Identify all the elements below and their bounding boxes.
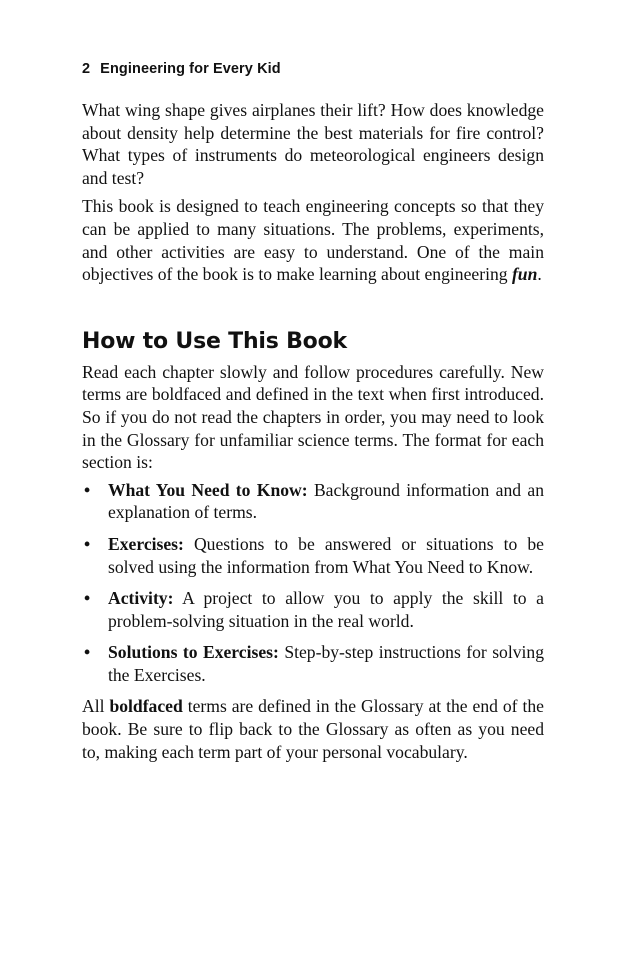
list-item bbox=[82, 587, 544, 632]
intro-paragraph-1: What wing shape gives airplanes their lift? How does knowledge about density help determine the best materials for fire control? What types of instruments do meteorological engineers design and test? bbox=[82, 100, 544, 188]
list-item-text: A project to allow you to apply the skill to a problem-solving situation in the real world. bbox=[108, 588, 544, 631]
list-item-term: Solutions to Exercises: bbox=[108, 642, 279, 663]
book-page bbox=[82, 60, 544, 763]
bullet-icon: • bbox=[84, 642, 91, 663]
intro-paragraph-2 bbox=[82, 195, 544, 285]
bullet-icon: • bbox=[84, 479, 91, 500]
list-item-text: Questions to be answered or situations to be solved using the information from What You Need to Know. bbox=[108, 533, 544, 577]
list-item-text: Background information and an explanation of terms. bbox=[108, 479, 544, 523]
closing-rest: terms are defined in the Glossary at the end of the book. Be sure to flip back to the Glossary as often as you need to, making each term part of your personal vocabulary. bbox=[82, 696, 544, 762]
closing-start: All bbox=[82, 696, 110, 717]
format-list bbox=[82, 479, 544, 687]
page-number: 2 bbox=[82, 61, 91, 77]
intro-paragraph-2-end: . bbox=[537, 264, 542, 285]
closing-paragraph bbox=[82, 695, 544, 763]
book-title: Engineering for Every Kid bbox=[100, 61, 281, 77]
closing-bold-term: boldfaced bbox=[109, 696, 183, 717]
list-item-term: What You Need to Know: bbox=[108, 479, 308, 500]
list-item bbox=[82, 479, 544, 524]
running-head bbox=[82, 60, 544, 78]
emphasis-fun: fun bbox=[511, 264, 538, 285]
list-item-term: Activity: bbox=[108, 588, 174, 609]
bullet-icon: • bbox=[84, 588, 91, 609]
section-paragraph: Read each chapter slowly and follow procedures carefully. New terms are boldfaced and defined in the text when first introduced. So if you do not read the chapters in order, you may need to look in the Glossary for unfamiliar science terms. The format for each section is: bbox=[82, 361, 544, 473]
list-item bbox=[82, 641, 544, 686]
section-heading: How to Use This Book bbox=[82, 328, 347, 354]
bullet-icon: • bbox=[84, 533, 91, 554]
intro-paragraph-2-text: This book is designed to teach engineering concepts so that they can be applied to many situations. The problems, experiments, and other activities are easy to understand. One of the main objectives of the book is to make learning about engineering bbox=[82, 196, 544, 285]
intro-block bbox=[82, 99, 544, 286]
list-item bbox=[82, 533, 544, 578]
list-item-text: Step-by-step instructions for solving the Exercises. bbox=[108, 642, 545, 685]
list-item-term: Exercises: bbox=[108, 533, 184, 554]
